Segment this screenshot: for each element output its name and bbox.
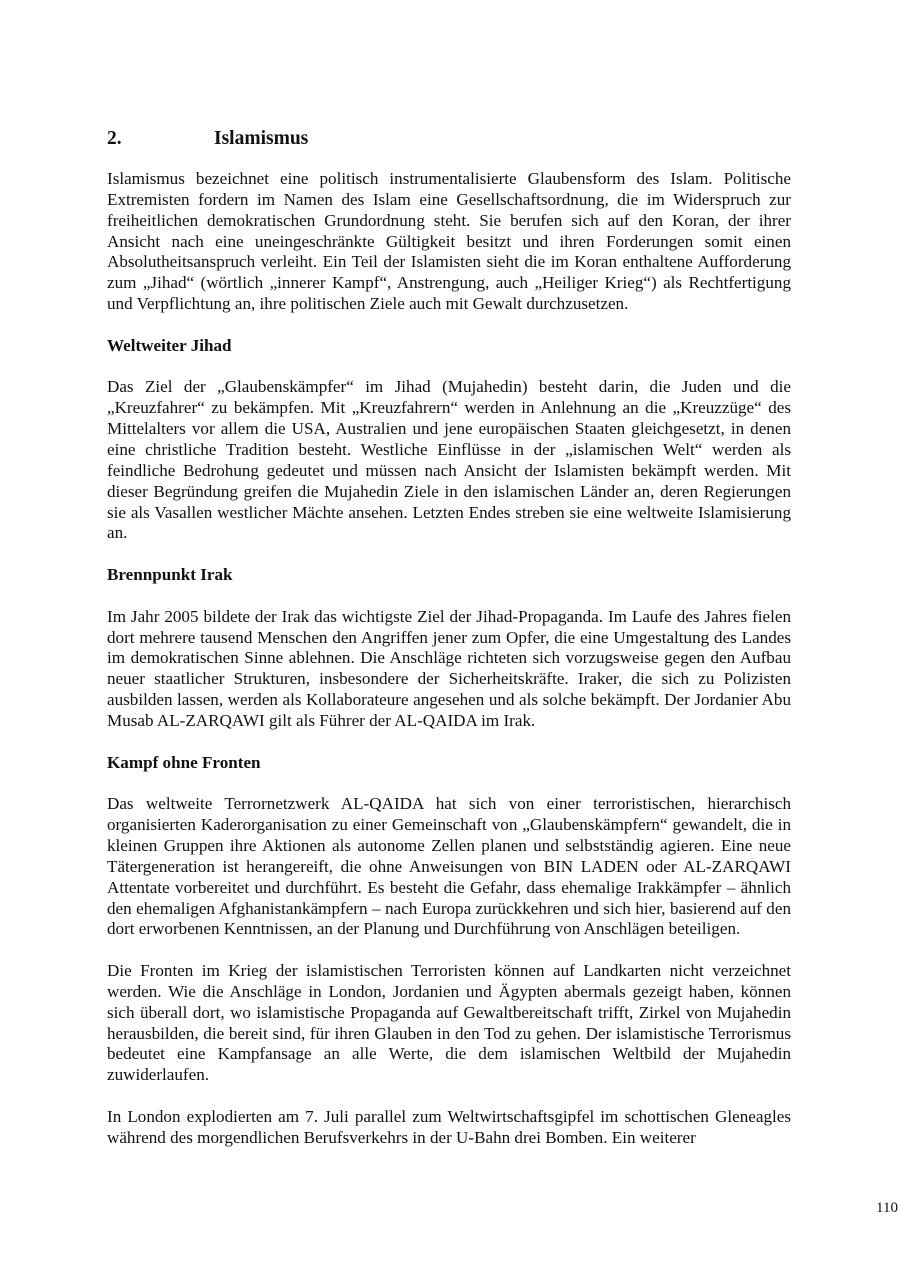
body-text: [107, 169, 791, 1170]
section-heading-brennpunkt-irak: Brennpunkt Irak: [107, 565, 233, 585]
intro-paragraph: Islamismus bezeichnet eine politisch instrumentalisierte Glaubensform des Islam. Politische Extremisten fordern im Namen des Islam eine Gesellschaftsordnung, die im Widerspruch zur freiheitlichen demokratischen Grundordnung steht. Sie berufen sich auf den Koran, der ihrer Ansicht nach eine uneingeschränkte Gültigkeit besitzt und ihren Forderungen somit einen Absolutheitsanspruch verleiht. Ein Teil der Islamisten sieht die im Koran enthaltene Aufforderung zum „Jihad“ (wörtlich „innerer Kampf“, Anstrengung, auch „Heiliger Krieg“) als Rechtfertigung und Verpflichtung an, ihre politischen Ziele auch mit Gewalt durchzusetzen.: [107, 169, 791, 314]
paragraph-weltweiter-jihad: Das Ziel der „Glaubenskämpfer“ im Jihad (Mujahedin) besteht darin, die Juden und die „Kreuzfahrer“ zu bekämpfen. Mit „Kreuzfahrern“ werden in Anlehnung an die „Kreuzzüge“ des Mittelalters vor allem die USA, Australien und jene europäischen Staaten gleichgesetzt, in denen eine christliche Tradition besteht. Westliche Einflüsse in der „islamischen Welt“ werden als feindliche Bedrohung gedeutet und müssen nach Ansicht der Islamisten bekämpft werden. Mit dieser Begründung greifen die Mujahedin Ziele in den islamischen Länder an, deren Regierungen sie als Vasallen westlicher Mächte ansehen. Letzten Endes streben sie eine weltweite Islamisierung an.: [107, 377, 791, 543]
chapter-heading: [107, 126, 791, 152]
paragraph-brennpunkt-irak: Im Jahr 2005 bildete der Irak das wichtigste Ziel der Jihad-Propaganda. Im Laufe des Jahres fielen dort mehrere tausend Menschen den Angriffen jener zum Opfer, die eine Umgestaltung des Landes im demokratischen Sinne ablehnen. Die Anschläge richteten sich vorzugsweise gegen den Aufbau neuer staatlicher Strukturen, insbesondere der Sicherheitskräfte. Iraker, die sich zu Polizisten ausbilden lassen, werden als Kollaborateure angesehen und als solche bekämpft. Der Jordanier Abu Musab AL-ZARQAWI gilt als Führer der AL-QAIDA im Irak.: [107, 606, 791, 730]
paragraph-kampf-ohne-fronten-2: Die Fronten im Krieg der islamistischen Terroristen können auf Landkarten nicht verzeichnet werden. Wie die Anschläge in London, Jordanien und Ägypten abermals gezeigt haben, können sich überall dort, wo islamistische Propaganda auf Gewaltbereitschaft trifft, Zirkel von Mujahedin herausbilden, die bereit sind, für ihren Glauben in den Tod zu gehen. Der islamistische Terrorismus bedeutet eine Kampfansage an alle Werte, die dem islamischen Weltbild der Mujahedin zuwiderlaufen.: [107, 961, 791, 1085]
chapter-title: Islamismus: [214, 128, 309, 149]
page-number: 110: [876, 1200, 898, 1216]
chapter-number: 2.: [107, 128, 122, 149]
section-heading-weltweiter-jihad: Weltweiter Jihad: [107, 335, 232, 355]
section-heading-kampf-ohne-fronten: Kampf ohne Fronten: [107, 752, 261, 772]
paragraph-kampf-ohne-fronten-3: In London explodierten am 7. Juli parallel zum Weltwirtschaftsgipfel im schottischen Gleneagles während des morgendlichen Berufsverkehrs in der U-Bahn drei Bomben. Ein weiterer: [107, 1106, 791, 1147]
paragraph-kampf-ohne-fronten-1: Das weltweite Terrornetzwerk AL-QAIDA hat sich von einer terroristischen, hierarchisch organisierten Kaderorganisation zu einer Gemeinschaft von „Glaubenskämpfern“ gewandelt, die in kleinen Gruppen ihre Aktionen als autonome Zellen planen und selbstständig agieren. Eine neue Tätergeneration ist herangereift, die ohne Anweisungen von BIN LADEN oder AL-ZARQAWI Attentate vorbereitet und durchführt. Es besteht die Gefahr, dass ehemalige Irakkämpfer – ähnlich den ehemaligen Afghanistankämpfern – nach Europa zurückkehren und sich hier, basierend auf den dort erworbenen Kenntnissen, an der Planung und Durchführung von Anschlägen beteiligen.: [107, 794, 791, 939]
